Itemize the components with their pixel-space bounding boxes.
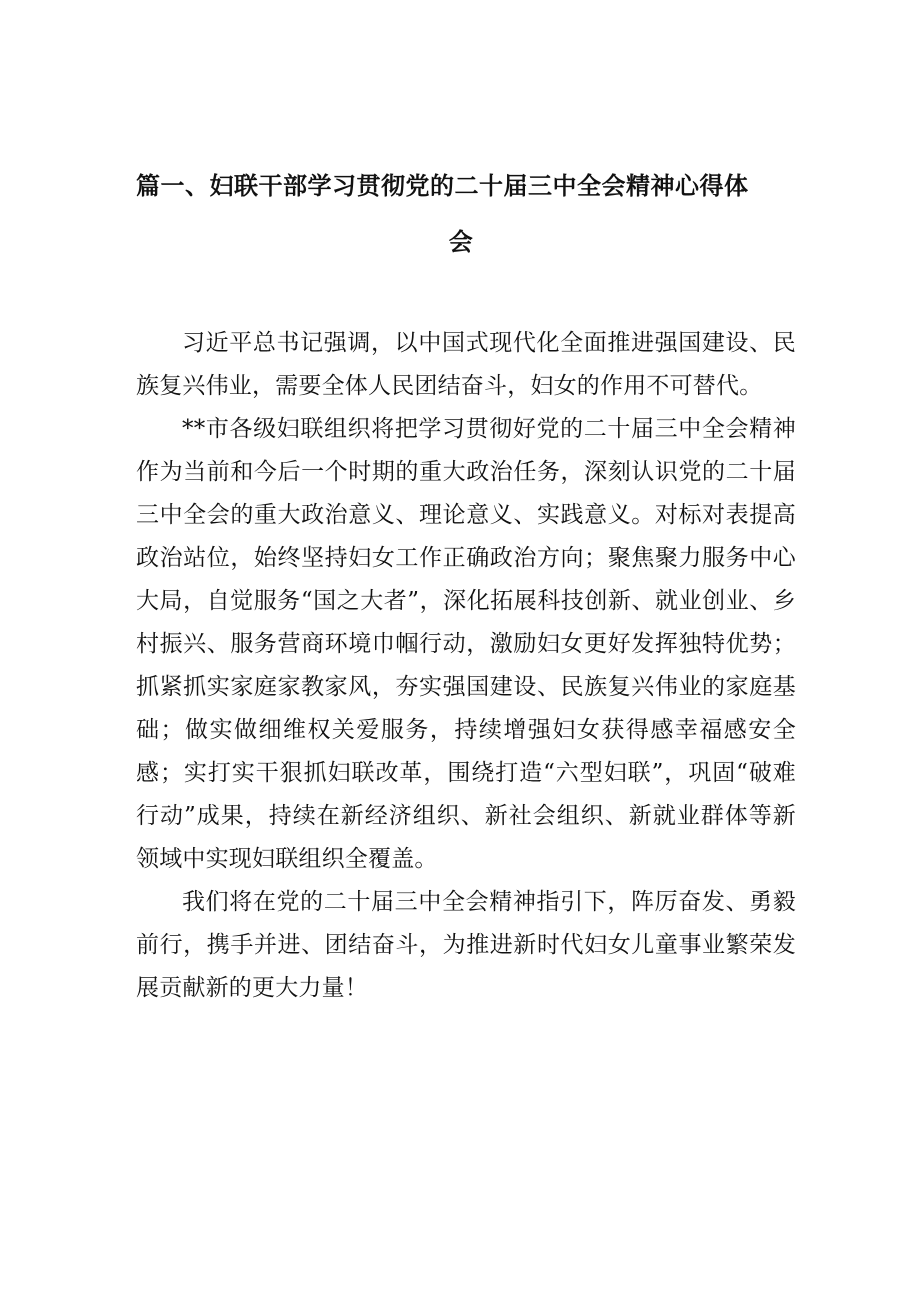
- document-title: [136, 164, 786, 264]
- paragraph-2: **市各级妇联组织将把学习贯彻好党的二十届三中全会精神作为当前和今后一个时期的重大政治任务，深刻认识党的二十届三中全会的重大政治意义、理论意义、实践意义。对标对表提高政治站位，始终坚持妇女工作正确政治方向；聚焦聚力服务中心大局，自觉服务“国之大者”，深化拓展科技创新、就业创业、乡村振兴、服务营商环境巾帼行动，激励妇女更好发挥独特优势；抓紧抓实家庭家教家风，夯实强国建设、民族复兴伟业的家庭基础；做实做细维权关爱服务，持续增强妇女获得感幸福感安全感；实打实干狠抓妇联改革，围绕打造“六型妇联”，巩固“破难行动”成果，持续在新经济组织、新社会组织、新就业群体等新领域中实现妇联组织全覆盖。: [136, 416, 796, 872]
- paragraph-3: 我们将在党的二十届三中全会精神指引下，阵厉奋发、勇毅前行，携手并进、团结奋斗，为推进新时代妇女儿童事业繁荣发展贡献新的更大力量！: [136, 889, 796, 1001]
- title-line-2: 会: [448, 228, 474, 256]
- title-line-1: 篇一、妇联干部学习贯彻党的二十届三中全会精神心得体: [136, 172, 749, 200]
- paragraph-1: 习近平总书记强调，以中国式现代化全面推进强国建设、民族复兴伟业，需要全体人民团结奋斗，妇女的作用不可替代。: [136, 330, 796, 399]
- document-body: [136, 322, 796, 1010]
